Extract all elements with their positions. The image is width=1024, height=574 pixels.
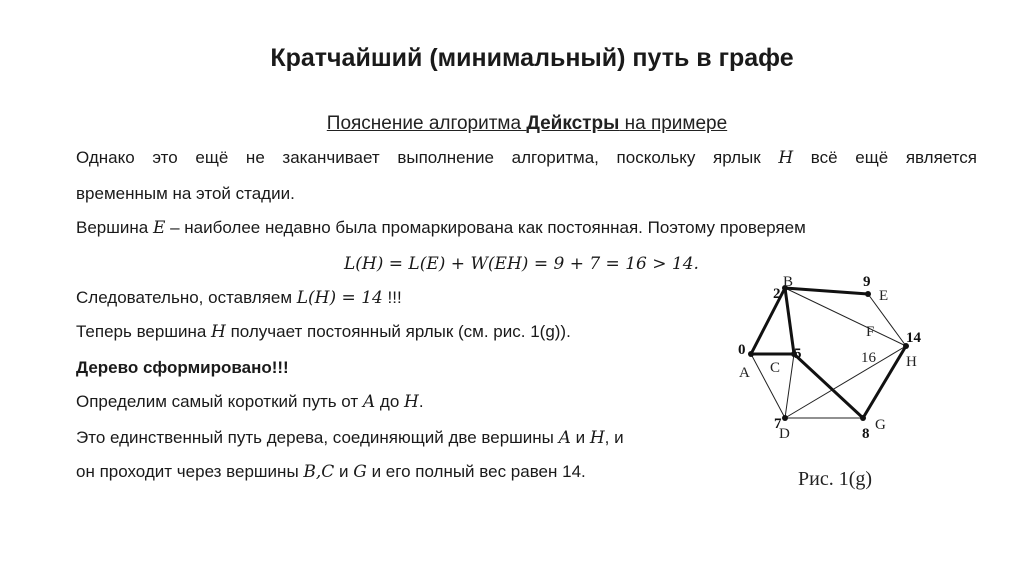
text-segment: и его полный вес равен 14.	[366, 462, 586, 481]
text-segment: и	[334, 462, 354, 481]
vertex-E	[865, 291, 871, 297]
paragraph2-line	[76, 218, 806, 238]
formula: L(H) = L(E) + W(EH) = 9 + 7 = 16 > 14.	[344, 254, 699, 274]
text-segment: Следовательно, оставляем	[76, 288, 297, 307]
edge-DH	[785, 346, 906, 418]
passes-line	[76, 462, 586, 482]
text-segment: получает постоянный ярлык (см. рис. 1(g)).	[225, 322, 571, 341]
text-segment: и	[570, 428, 590, 447]
name-D: D	[779, 426, 790, 442]
vertex-D	[782, 415, 788, 421]
name-C: C	[770, 360, 781, 376]
vertex-A	[748, 351, 754, 357]
text-segment: Вершина	[76, 218, 153, 237]
text-segment: !!!	[382, 288, 402, 307]
text-segment: .	[418, 392, 424, 411]
vertex-G	[860, 415, 866, 421]
edge-BC	[785, 288, 794, 354]
name-B: B	[783, 274, 794, 290]
math-var: H	[211, 322, 226, 342]
math-var: A	[558, 428, 571, 448]
paragraph1-line1	[76, 148, 977, 168]
figure-caption: Рис. 1(g)	[798, 468, 873, 490]
slide-title: Кратчайший (минимальный) путь в графе	[270, 44, 794, 72]
label-F: 16	[861, 350, 876, 366]
name-F: F	[866, 324, 875, 340]
math-var: B,C	[303, 462, 335, 482]
subtitle-bold: Дейкстры	[526, 113, 620, 134]
text-segment: он проходит через вершины	[76, 462, 304, 481]
vertex-names	[739, 274, 917, 442]
label-A: 0	[738, 342, 746, 358]
consequently-line	[76, 288, 402, 308]
math-expression: L(H) = 14	[296, 288, 383, 308]
name-E: E	[879, 288, 889, 304]
text-segment: Однако это ещё не заканчивает выполнение алгоритма, поскольку ярлык	[76, 148, 779, 167]
label-H: 14	[906, 330, 921, 346]
name-H: H	[906, 354, 917, 370]
slide-subtitle	[0, 113, 1024, 135]
edge-CG	[794, 354, 863, 418]
name-G: G	[875, 417, 886, 433]
text-segment: – наиболее недавно была промаркирована как постоянная. Поэтому проверяем	[165, 218, 806, 237]
text-segment: Это единственный путь дерева, соединяющий две вершины	[76, 428, 559, 447]
label-G: 8	[862, 426, 870, 442]
label-C: 5	[794, 346, 802, 362]
text-segment: Определим самый короткий путь от	[76, 392, 363, 411]
math-var: H	[778, 148, 794, 168]
subtitle-suffix: на примере	[619, 113, 728, 134]
math-var: E	[152, 218, 166, 238]
subtitle-prefix: Пояснение алгоритма	[326, 113, 527, 134]
unique-path-line	[76, 428, 624, 448]
label-B: 2	[773, 286, 781, 302]
graph-figure	[720, 270, 960, 460]
text-segment: всё ещё является	[793, 148, 977, 167]
math-var: G	[353, 462, 367, 482]
text-segment: Теперь вершина	[76, 322, 212, 341]
now-line	[76, 322, 571, 342]
edge-DC	[785, 354, 794, 418]
math-var: H	[404, 392, 419, 412]
text-segment: , и	[604, 428, 624, 447]
name-A: A	[739, 365, 750, 381]
tree-formed-line: Дерево сформировано!!!	[76, 358, 289, 377]
edge-BE-tree	[785, 288, 868, 294]
math-var: A	[362, 392, 376, 412]
paragraph1-line2: временным на этой стадии.	[76, 184, 295, 203]
define-line	[76, 392, 424, 412]
vertex-labels	[738, 274, 922, 442]
text-segment: до	[375, 392, 405, 411]
math-var: H	[589, 428, 605, 448]
label-E: 9	[863, 274, 871, 290]
label-D: 7	[774, 416, 782, 432]
